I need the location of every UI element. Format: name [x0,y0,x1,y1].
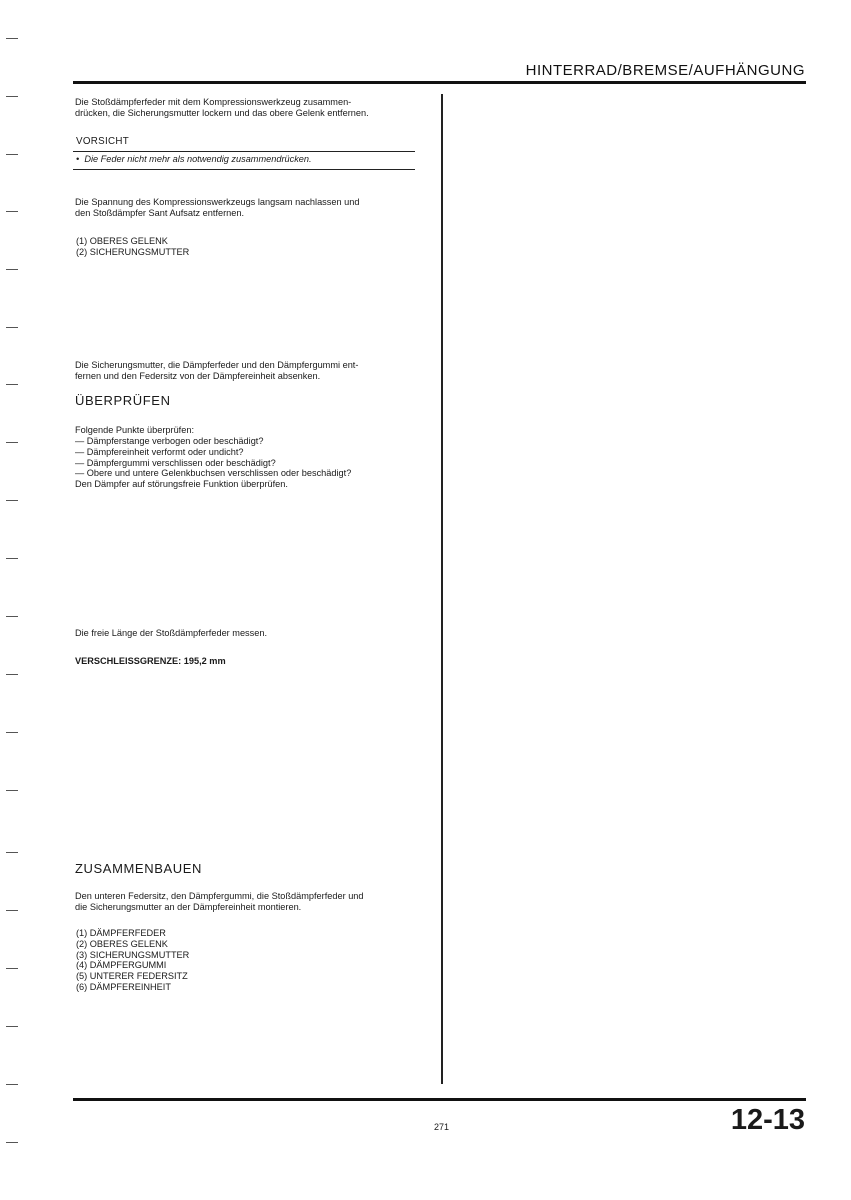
caution-text-content: Die Feder nicht mehr als notwendig zusammendrücken. [84,154,312,164]
callout-item: (4) DÄMPFERGUMMI [76,960,167,971]
scan-mark [6,269,18,270]
text-line: die Sicherungsmutter an der Dämpfereinheit montieren. [75,902,302,913]
scan-mark [6,674,18,675]
callout-item: (3) SICHERUNGSMUTTER [76,949,190,960]
check-item: — Dämpfergummi verschlissen oder beschädigt? [75,457,276,468]
scan-mark [6,616,18,617]
scan-mark [6,732,18,733]
callout-item: (5) UNTERER FEDERSITZ [76,971,188,982]
caution-rule-top [73,151,415,152]
scan-mark [6,852,18,853]
text-line: drücken, die Sicherungsmutter lockern und das obere Gelenk entfernen. [75,108,369,119]
callout-list-2 [76,928,189,993]
scan-mark [6,327,18,328]
scan-mark [6,38,18,39]
check-item: — Dämpferstange verbogen oder beschädigt? [75,436,264,446]
page-code: 12-13 [730,1104,805,1136]
callout-item: (2) OBERES GELENK [76,938,168,949]
check-item: Den Dämpfer auf störungsfreie Funktion überprüfen. [75,479,288,490]
scan-mark [6,790,18,791]
step-release-tool [75,197,425,219]
measure-instruction: Die freie Länge der Stoßdämpferfeder messen. [75,628,268,638]
footer-rule [73,1098,806,1101]
inspection-intro: Folgende Punkte überprüfen: [75,425,195,435]
scan-mark [6,211,18,212]
column-divider [441,94,443,1084]
scan-mark [6,1084,18,1085]
inspection-checklist [75,436,351,490]
service-limit: VERSCHLEISSGRENZE: 195,2 mm [75,656,226,666]
scan-mark [6,558,18,559]
caution-rule-bottom [73,169,415,170]
text-line: Die Sicherungsmutter, die Dämpferfeder und den Dämpfergummi ent- [75,360,359,370]
text-line: Die Stoßdämpferfeder mit dem Kompressionswerkzeug zusammen- [75,97,352,107]
page-header-title: HINTERRAD/BREMSE/AUFHÄNGUNG [525,62,805,79]
scan-mark [6,968,18,969]
callout-item: (1) DÄMPFERFEDER [76,928,166,938]
scan-mark [6,442,18,443]
step-remove-parts [75,360,425,382]
scan-mark [6,1142,18,1143]
text-line: Den unteren Federsitz, den Dämpfergummi, die Stoßdämpferfeder und [75,891,364,901]
check-item: — Dämpfereinheit verformt oder undicht? [75,446,244,457]
scan-mark [6,500,18,501]
scan-mark [6,910,18,911]
page-number: 271 [434,1122,450,1132]
callout-list-1 [76,236,189,258]
scan-mark [6,384,18,385]
caution-label: VORSICHT [76,136,130,147]
callout-item: (6) DÄMPFEREINHEIT [76,981,171,992]
callout-item: (1) OBERES GELENK [76,236,168,246]
callout-item: (2) SICHERUNGSMUTTER [76,246,190,257]
scan-mark [6,96,18,97]
bullet-icon: • [76,154,85,164]
inspection-heading: ÜBERPRÜFEN [75,393,171,408]
scan-mark [6,154,18,155]
assembly-heading: ZUSAMMENBAUEN [75,861,202,876]
caution-text [76,154,312,164]
header-rule [73,81,806,84]
scan-mark [6,1026,18,1027]
text-line: fernen und den Federsitz von der Dämpfereinheit absenken. [75,371,321,382]
step-compress-spring [75,97,425,119]
assembly-text [75,891,425,913]
check-item: — Obere und untere Gelenkbuchsen verschlissen oder beschädigt? [75,468,352,479]
text-line: Die Spannung des Kompressionswerkzeugs langsam nachlassen und [75,197,360,207]
text-line: den Stoßdämpfer Sant Aufsatz entfernen. [75,208,245,219]
